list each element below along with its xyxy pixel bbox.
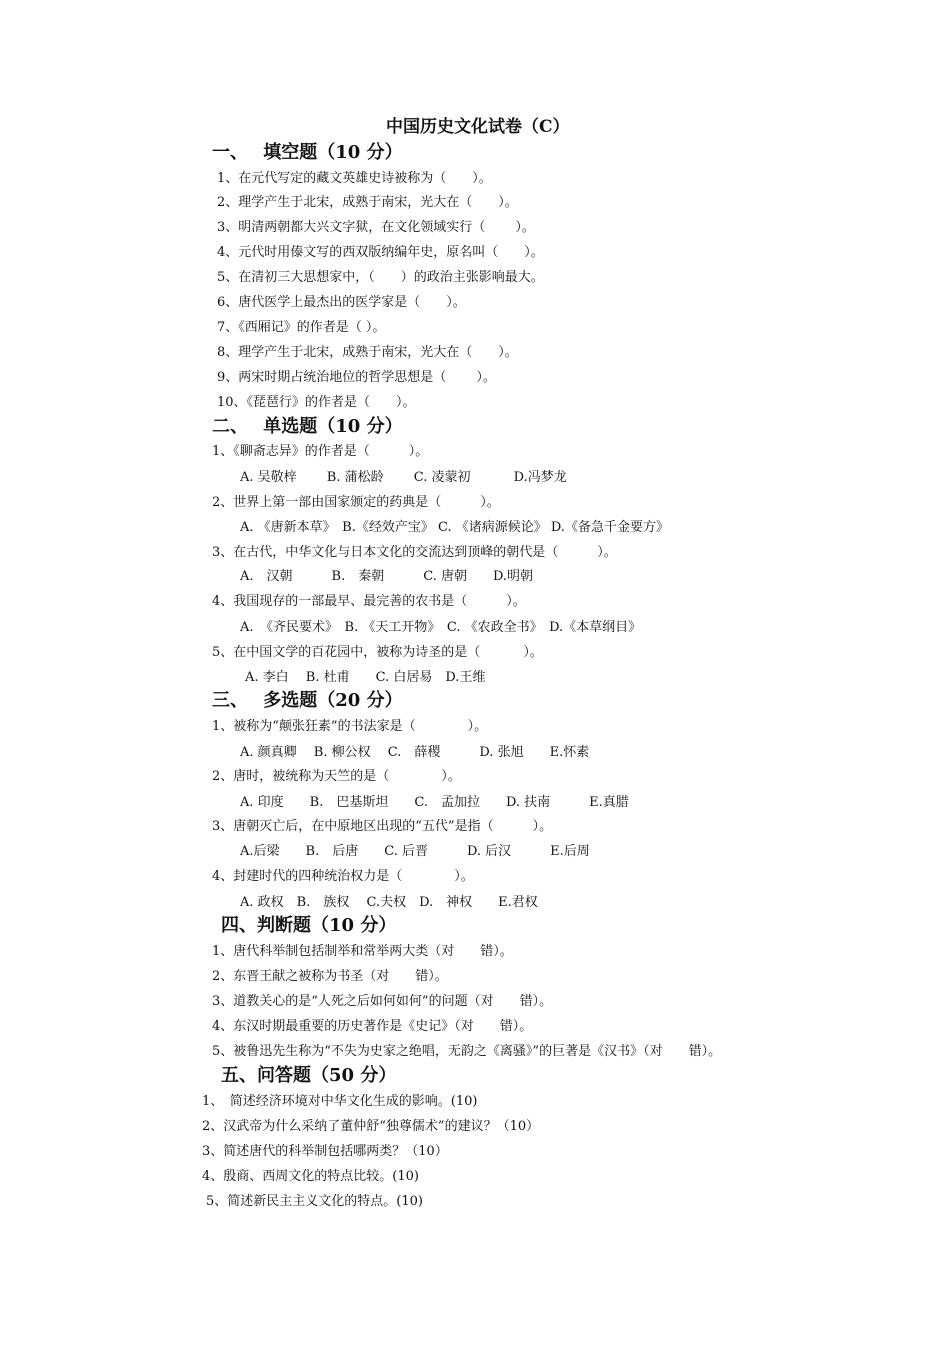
question-item: 5、在中国文学的百花园中，被称为诗圣的是（ ）。 <box>212 645 543 660</box>
question-item: 3、唐朝灭亡后，在中原地区出现的“五代”是指（ ）。 <box>212 819 553 834</box>
question-item: 1、 简述经济环境对中华文化生成的影响。(10) <box>202 1094 478 1109</box>
question-item: 5、在清初三大思想家中，（ ）的政治主张影响最大。 <box>217 270 544 285</box>
section-heading-fill-blank: 一、 填空题（10 分） <box>212 142 403 163</box>
question-item: 3、简述唐代的科举制包括哪两类？（10） <box>202 1144 448 1159</box>
page-title: 中国历史文化试卷（C） <box>386 117 570 137</box>
question-options: A. 李白 B. 杜甫 C. 白居易 D.王维 <box>245 670 486 685</box>
question-options: A. 《唐新本草》 B.《经效产宝》 C. 《诸病源候论》 D.《备急千金要方》 <box>240 520 669 535</box>
question-item: 1、《聊斋志异》的作者是（ ）。 <box>212 444 429 459</box>
question-item: 3、道教关心的是“人死之后如何如何”的问题（对 错）。 <box>212 994 553 1009</box>
question-options: A. 政权 B. 族权 C.夫权 D. 神权 E.君权 <box>240 895 538 910</box>
question-item: 6、唐代医学上最杰出的医学家是（ ）。 <box>217 295 466 310</box>
question-options: A. 吴敬梓 B. 蒲松龄 C. 凌蒙初 D.冯梦龙 <box>240 470 567 485</box>
question-options: A.后梁 B. 后唐 C. 后晋 D. 后汉 E.后周 <box>240 844 590 859</box>
question-item: 1、唐代科举制包括制举和常举两大类（对 错）。 <box>212 944 513 959</box>
question-options: A. 颜真卿 B. 柳公权 C. 薛稷 D. 张旭 E.怀素 <box>240 745 590 760</box>
question-item: 4、封建时代的四种统治权力是（ ）。 <box>212 869 474 884</box>
section-heading-true-false: 四、判断题（10 分） <box>221 915 397 936</box>
question-item: 4、殷商、西周文化的特点比较。(10) <box>202 1169 419 1184</box>
question-item: 1、被称为“颠张狂素”的书法家是（ ）。 <box>212 719 488 734</box>
question-item: 5、简述新民主主义文化的特点。(10) <box>206 1194 423 1209</box>
question-item: 9、两宋时期占统治地位的哲学思想是（ ）。 <box>217 370 496 385</box>
question-options: A. 印度 B. 巴基斯坦 C. 孟加拉 D. 扶南 E.真腊 <box>240 795 629 810</box>
question-item: 2、世界上第一部由国家颁定的药典是（ ）。 <box>212 495 500 510</box>
question-item: 1、在元代写定的藏文英雄史诗被称为（ ）。 <box>217 171 492 186</box>
question-item: 4、元代时用傣文写的西双版纳编年史，原名叫（ ）。 <box>217 245 544 260</box>
question-item: 8、理学产生于北宋，成熟于南宋，光大在（ ）。 <box>217 345 518 360</box>
question-item: 2、汉武帝为什么采纳了董仲舒“独尊儒术”的建议？（10） <box>202 1119 540 1134</box>
question-item: 2、理学产生于北宋，成熟于南宋，光大在（ ）。 <box>217 195 518 210</box>
question-item: 2、东晋王献之被称为书圣（对 错）。 <box>212 969 448 984</box>
question-item: 7、《西厢记》的作者是（ ）。 <box>217 320 386 335</box>
section-heading-multiple-choice: 三、 多选题（20 分） <box>212 690 403 711</box>
question-item: 4、东汉时期最重要的历史著作是《史记》（对 错）。 <box>212 1019 533 1034</box>
question-options: A. 汉朝 B. 秦朝 C. 唐朝 D.明朝 <box>240 569 534 584</box>
question-item: 5、被鲁迅先生称为“不失为史家之绝唱，无韵之《离骚》”的巨著是《汉书》（对 错）。 <box>212 1044 722 1059</box>
question-item: 2、唐时，被统称为天竺的是（ ）。 <box>212 769 461 784</box>
question-item: 3、在古代，中华文化与日本文化的交流达到顶峰的朝代是（ ）。 <box>212 545 617 560</box>
question-item: 10、《琵琶行》的作者是（ ）。 <box>217 395 416 410</box>
section-heading-single-choice: 二、 单选题（10 分） <box>212 416 403 437</box>
section-heading-essay: 五、问答题（50 分） <box>221 1065 397 1086</box>
question-options: A. 《齐民要术》 B. 《天工开物》 C. 《农政全书》 D.《本草纲目》 <box>240 620 642 635</box>
question-item: 3、明清两朝都大兴文字狱，在文化领域实行（ ）。 <box>217 220 535 235</box>
question-item: 4、我国现存的一部最早、最完善的农书是（ ）。 <box>212 594 526 609</box>
